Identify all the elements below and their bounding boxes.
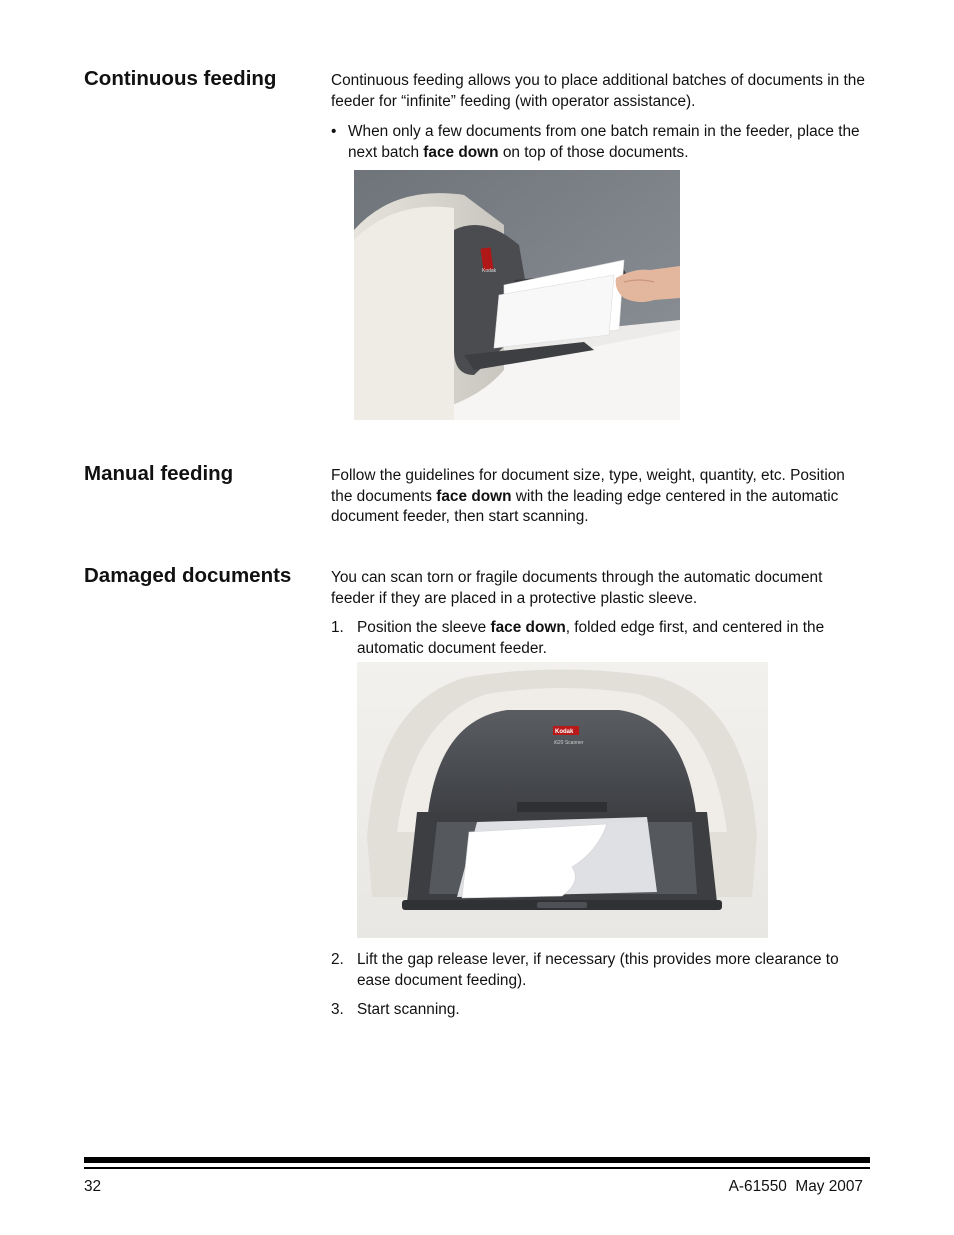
heading-manual-feeding: Manual feeding [84, 462, 234, 485]
step-text: Position the sleeve face down, folded edge first, and centered in the automatic document feeder. [357, 619, 825, 657]
step-text: Lift the gap release lever, if necessary (this provides more clearance to ease document feeding). [357, 951, 839, 989]
step-number: 3. [331, 1001, 344, 1018]
step-number: 2. [331, 951, 344, 968]
scanner-side-photo [354, 170, 680, 420]
footer-rule-thick [84, 1157, 870, 1163]
step-1 [331, 618, 876, 659]
step-2 [331, 950, 876, 991]
step-3 [331, 1000, 876, 1021]
continuous-feeding-intro: Continuous feeding allows you to place additional batches of documents in the feeder for “infinite” feeding (with operator assistance). [331, 72, 865, 110]
document-id: A-61550 May 2007 [728, 1178, 863, 1195]
damaged-documents-intro: You can scan torn or fragile documents through the automatic document feeder if they are placed in a protective plastic sleeve. [331, 569, 823, 607]
continuous-feeding-bullet [331, 122, 876, 163]
front-model-label: i620 Scanner [554, 740, 584, 746]
step-text: Start scanning. [357, 1001, 460, 1018]
page-number: 32 [84, 1178, 102, 1195]
bullet-mark: • [331, 123, 337, 140]
footer-rule-thin [84, 1167, 870, 1169]
scanner-front-photo [357, 662, 768, 938]
heading-damaged-documents: Damaged documents [84, 564, 292, 587]
heading-continuous-feeding: Continuous feeding [84, 67, 277, 90]
manual-feeding-text: Follow the guidelines for document size, type, weight, quantity, etc. Position the documents face down with the leading edge centered in the automatic document feeder, then start scanning. [331, 467, 845, 525]
side-brand-label: Kodak [482, 268, 497, 274]
front-brand-label: Kodak [555, 729, 574, 735]
step-number: 1. [331, 619, 344, 636]
bullet-text: When only a few documents from one batch remain in the feeder, place the next batch face down on top of those documents. [348, 123, 860, 161]
